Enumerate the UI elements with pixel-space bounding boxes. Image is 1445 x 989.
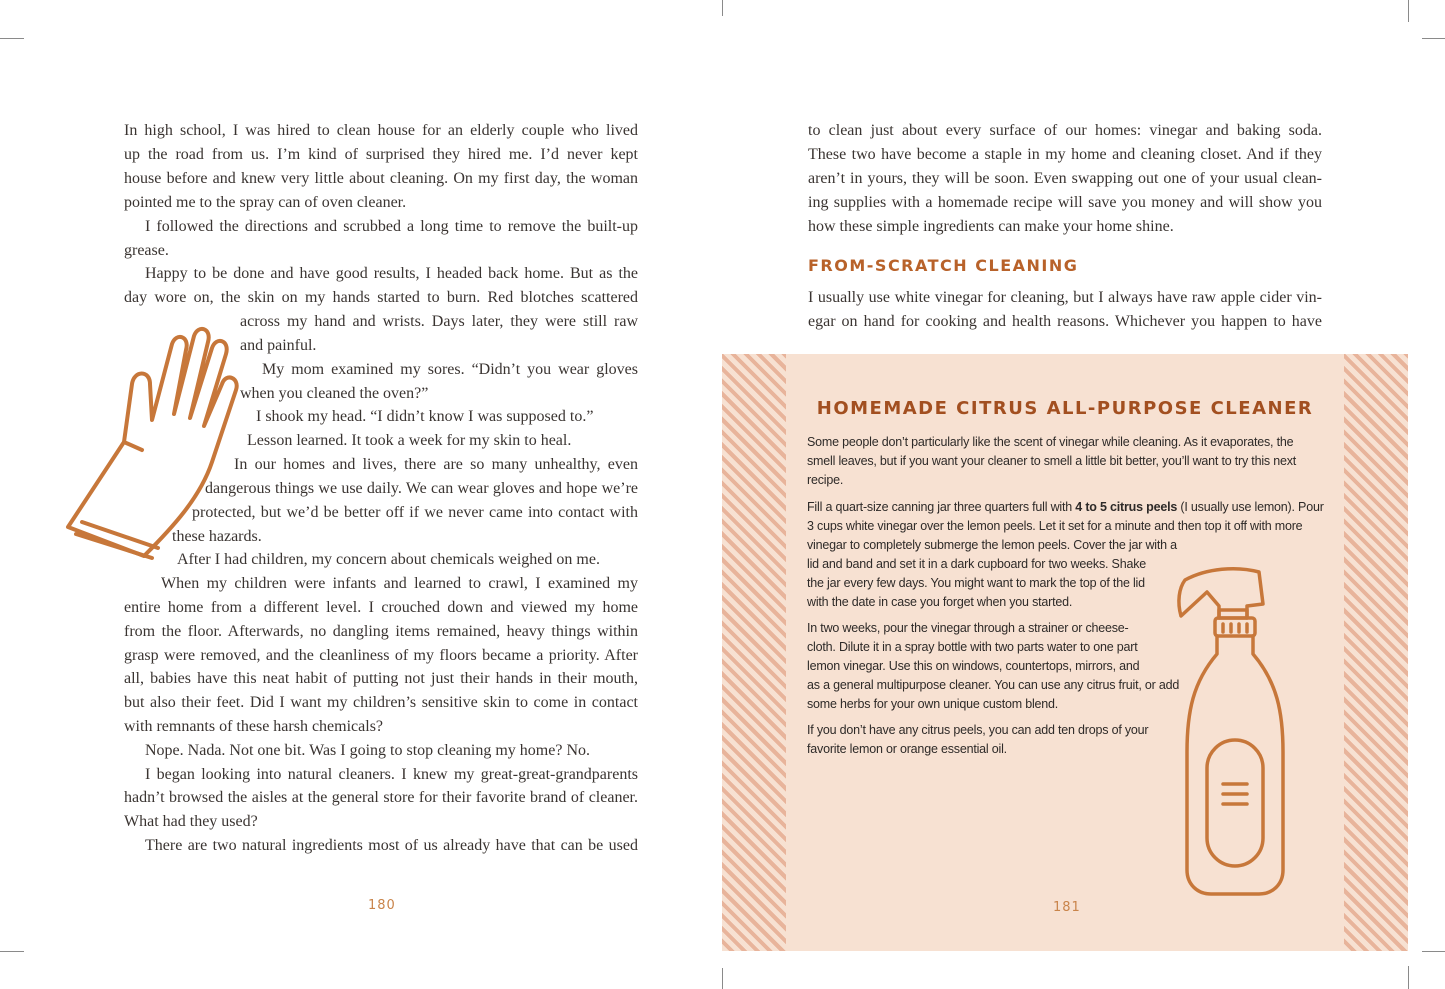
recipe-sidebar [722, 354, 1408, 951]
page-number: 181 [1053, 900, 1081, 915]
text-line: After I had children, my concern about chemicals weighed on me. [177, 551, 600, 568]
text-line: protected, but we’d be better off if we never came into contact with [192, 504, 638, 521]
crop-mark [722, 0, 723, 16]
crop-mark [1408, 966, 1409, 989]
text-line: I began looking into natural cleaners. I knew my great-great-grandparents [145, 766, 638, 783]
text-line: dangerous things we use daily. We can wear gloves and hope we’re [205, 480, 638, 497]
text-line: aren’t in yours, they will be soon. Even swapping out one of your usual clean- [808, 170, 1322, 187]
stripe-border-right [1344, 354, 1408, 951]
text-line: When my children were infants and learned to crawl, I examined my [161, 575, 638, 592]
text-line: There are two natural ingredients most of us already have that can be used [145, 837, 638, 854]
text-line: pointed me to the spray can of oven cleaner. [124, 194, 407, 211]
text-line: I shook my head. “I didn’t know I was supposed to.” [256, 408, 594, 425]
text-line: Nope. Nada. Not one bit. Was I going to stop cleaning my home? No. [145, 742, 590, 759]
crop-mark [1422, 951, 1445, 952]
crop-mark [0, 951, 24, 952]
text-line: Happy to be done and have good results, I headed back home. But as the [145, 265, 638, 282]
sidebar-text-line: recipe. [807, 473, 844, 487]
text-line: with remnants of these harsh chemicals? [124, 718, 384, 735]
sidebar-text-line: smell leaves, but if you want your cleaner to smell a little bit better, you’ll want to try this next [807, 454, 1297, 468]
sidebar-text-line: 3 cups white vinegar over the lemon peels. Let it set for a minute and then top it off with more [807, 519, 1303, 533]
sidebar-text-line: as a general multipurpose cleaner. You can use any citrus fruit, or add [807, 678, 1180, 692]
text-line: to clean just about every surface of our homes: vinegar and baking soda. [808, 122, 1322, 139]
sidebar-text-line: If you don’t have any citrus peels, you can add ten drops of your [807, 723, 1149, 737]
text-line: In our homes and lives, there are so many unhealthy, even [234, 456, 638, 473]
text-line: ing supplies with a homemade recipe will save you money and will show you [808, 194, 1322, 211]
text-line: I usually use white vinegar for cleaning, but I always have raw apple cider vin- [808, 289, 1322, 306]
text-line: how these simple ingredients can make your home shine. [808, 218, 1174, 235]
text-line: I followed the directions and scrubbed a long time to remove the built-up [145, 218, 638, 235]
sidebar-text-line: In two weeks, pour the vinegar through a strainer or cheese- [807, 621, 1129, 635]
sidebar-text-line: Some people don’t particularly like the scent of vinegar while cleaning. As it evaporates, the [807, 435, 1294, 449]
text-line: day wore on, the skin on my hands started to burn. Red blotches scattered [124, 289, 638, 306]
text-line: entire home from a different level. I crouched down and viewed my home [124, 599, 638, 616]
page-number: 180 [368, 898, 396, 913]
text-line: Lesson learned. It took a week for my skin to heal. [247, 432, 572, 449]
text-line: all, babies have this neat habit of putting not just their hands in their mouth, [124, 670, 638, 687]
text-line: What had they used? [124, 813, 258, 830]
sidebar-paragraph-2-line: Fill a quart-size canning jar three quarters full with 4 to 5 citrus peels (I usually use lemon). Pour [807, 500, 1324, 514]
text-line: from the floor. Afterwards, no dangling items remained, heavy things within [124, 623, 638, 640]
text-line: up the road from us. I’m kind of surprised they hired me. I’d never kept [124, 146, 638, 163]
text-line: these hazards. [172, 528, 262, 545]
stripe-border-left [722, 354, 786, 951]
text-line: across my hand and wrists. Days later, they were still raw [240, 313, 638, 330]
text-line: and painful. [240, 337, 317, 354]
text-line: In high school, I was hired to clean house for an elderly couple who lived [124, 122, 638, 139]
sidebar-title: HOMEMADE CITRUS ALL-PURPOSE CLEANER [816, 398, 1314, 419]
ingredient-highlight: 4 to 5 citrus peels [1075, 500, 1178, 514]
text-line: house before and knew very little about cleaning. On my first day, the woman [124, 170, 638, 187]
crop-mark [0, 38, 24, 39]
sidebar-text-line: lid and band and set it in a dark cupboard for two weeks. Shake [807, 557, 1147, 571]
text-line: when you cleaned the oven?” [240, 385, 429, 402]
sidebar-text-line: lemon vinegar. Use this on windows, countertops, mirrors, and [807, 659, 1140, 673]
text-line: but also their feet. Did I want my children’s sensitive skin to come in contact [124, 694, 638, 711]
sidebar-text-line: with the date in case you forget when you started. [807, 595, 1073, 609]
sidebar-text-line: favorite lemon or orange essential oil. [807, 742, 1007, 756]
text-line: hadn’t browsed the aisles at the general store for their favorite brand of cleaner. [124, 789, 638, 806]
sidebar-text-line: some herbs for your own unique custom blend. [807, 697, 1059, 711]
sidebar-text-line: cloth. Dilute it in a spray bottle with two parts water to one part [807, 640, 1138, 654]
crop-mark [722, 968, 723, 989]
text-line: egar on hand for cooking and health reasons. Whichever you happen to have [808, 313, 1322, 330]
crop-mark [1408, 0, 1409, 22]
text-line: grasp were removed, and the cleanliness of my floors became a priority. After [124, 647, 638, 664]
sidebar-text-line: vinegar to completely submerge the lemon peels. Cover the jar with a [807, 538, 1177, 552]
glove-icon [62, 322, 244, 562]
crop-mark [1422, 38, 1445, 39]
spray-bottle-icon [1167, 562, 1297, 902]
sidebar-text-line: the jar every few days. You might want to mark the top of the lid [807, 576, 1145, 590]
text-line: grease. [124, 242, 169, 259]
text-line: These two have become a staple in my home and cleaning closet. And if they [808, 146, 1322, 163]
text-line: My mom examined my sores. “Didn’t you wear gloves [262, 361, 638, 378]
section-heading: FROM-SCRATCH CLEANING [808, 256, 1079, 275]
